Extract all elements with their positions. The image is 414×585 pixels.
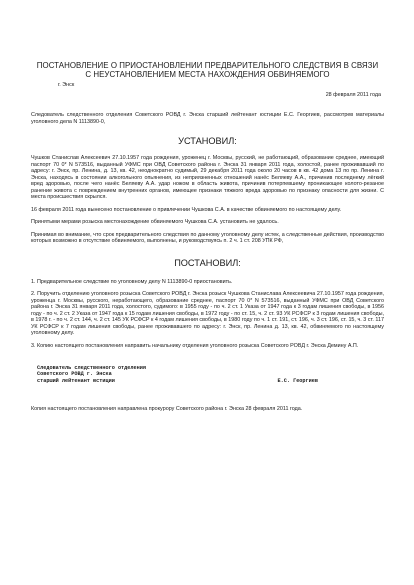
signature-line-1: Следователь следственного отделения [37,365,146,372]
resolved-paragraph-2: 2. Поручить отделению уголовного розыска Советского РОВД г. Энска розыск Чушкова Станислава Алексеевича 27.10.1957 года рождения, уроженца г. Москвы, русского, неработающего, образование среднее, паспорт 70 0* N 573516, выданный УФМС при ОВД Советского района г. Энска 31 января 2011 года, холостого, судимого: в 1955 году - по ч. 2 ст. 1 Указа от 1947 года к 3 годам лишения свободы, в 1956 году - по ч. 2 ст. 2 Указа от 1947 года к 15 годам лишения свободы, в 1972 году - по ст. 15, ч. 2 ст. 93 УК РСФСР к 3 годам лишения свободы, в 1978 г. - по ч. 2 ст. 144, ч. 2 ст. 145 УК РСФСР к 4 годам лишения свободы, в 1980 году по ч. 1 ст. 191, ст. 196, ч. 3 ст. 196, ст. 15, ч. 3 ст. 117 УК РСФСР к 7 годам лишения свободы, ранее проживавшего по адресу: г. Энск, пр. Ленина д. 13, кв. 42, обвиняемого по настоящему уголовному делу. [31,291,384,337]
signature-name: Е.С. Георгиев [277,377,318,384]
document-title [31,62,384,79]
signature-line-2: Советского РОВД г. Энска [37,371,112,378]
signature-row [37,378,384,384]
copy-note: Копия настоящего постановления направлена прокурору Советского района г. Энска 28 февраля 2011 года. [31,405,303,412]
title-line-2: С НЕУСТАНОВЛЕНИЕМ МЕСТА НАХОЖДЕНИЯ ОБВИНЯЕМОГО [85,69,330,79]
signature-rank: старший лейтенант юстиции [37,377,115,384]
resolved-paragraph-3: 3. Копию настоящего постановления направить начальнику отделения уголовного розыска Советского РОВД г. Энска Демину А.П. [31,342,359,349]
intro-paragraph: Следователь следственного отделения Советского РОВД г. Энска старший лейтенант юстиции Е.С. Георгиев, рассмотрев материалы уголовного дела N 1113890-0, [31,112,384,125]
established-paragraph-2: 16 февраля 2011 года вынесено постановление о привлечении Чушкова С.А. в качестве обвиняемого по настоящему делу. [31,206,342,213]
established-paragraph-3: Принятыми мерами розыска местонахождение обвиняемого Чушкова С.А. установить не удалось. [31,219,279,226]
resolved-heading: ПОСТАНОВИЛ: [174,257,241,268]
signature-block [31,365,384,384]
title-line-1: ПОСТАНОВЛЕНИЕ О ПРИОСТАНОВЛЕНИИ ПРЕДВАРИТЕЛЬНОГО СЛЕДСТВИЯ В СВЯЗИ [36,61,379,70]
established-paragraph-4: Принимая во внимание, что срок предварительного следствия по данному уголовному делу истек, а следственные действия, производство которых возможно в отсутствие обвиняемого, выполнены, и руководствуясь п. 2 ч. 1 ст. 208 УПК РФ, [31,231,384,245]
established-heading: УСТАНОВИЛ: [178,136,237,147]
city-label: г. Энск [58,82,75,89]
resolved-paragraph-1: 1. Предварительное следствие по уголовному делу N 1113890-0 приостановить. [31,278,233,285]
established-paragraph-1: Чушков Станислав Алексеевич 27.10.1957 года рождения, уроженец г. Москвы, русский, не работающий, образование среднее, имеющий паспорт 70 0* N 573516, выданный УФМС при ОВД Советского района г. Энска 31 января 2011 года, холостой, ранее проживавший по адресу: г. Энск, пр. Ленина, д. 13, кв. 42, неоднократно судимый, 29 декабря 2011 года около 20 часов в кв. 42 дома 13 по пр. Ленина г. Энска, находясь в состоянии алкогольного опьянения, из неприязненных отношений нанёс Беляеву А.А., причинив последнему лёгкий вред здоровью, после чего нанёс Беляеву А.А. удар ножом в область живота, причинив потерпевшему проникающее колото-резаное ранение живота с повреждением внутренних органов, имеющее признаки тяжкого вреда здоровью по признаку опасности для жизни. С места происшествия скрылся. [31,155,384,201]
document-date: 28 февраля 2011 года [325,91,381,98]
